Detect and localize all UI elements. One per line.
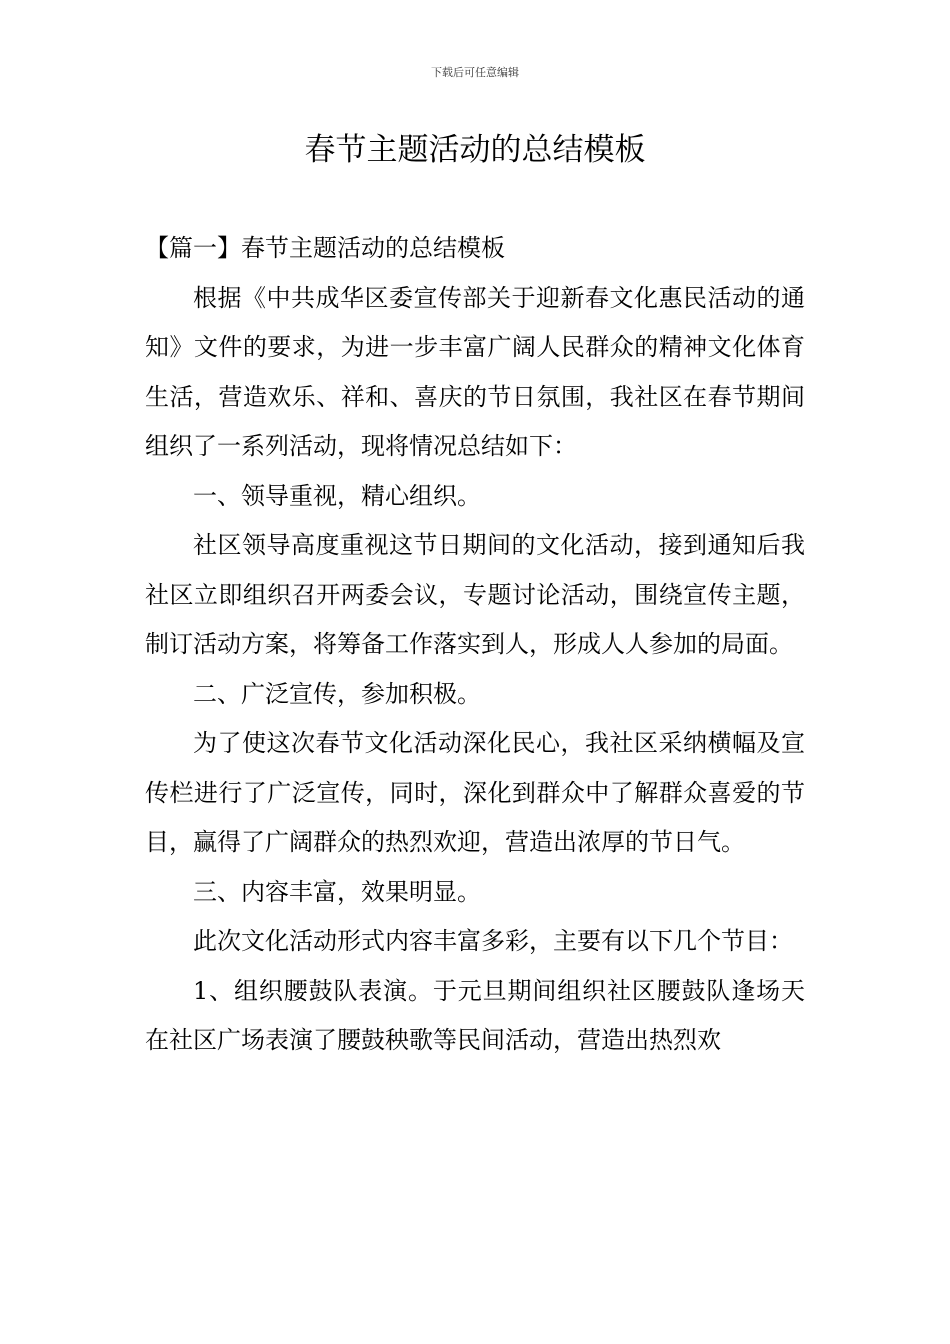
header-note: 下载后可任意编辑: [431, 66, 519, 79]
paragraph-1: 社区领导高度重视这节日期间的文化活动，接到通知后我社区立即组织召开两委会议，专题讨论活动，围绕宣传主题，制订活动方案，将筹备工作落实到人，形成人人参加的局面。: [145, 531, 805, 658]
subheading-3: 三、内容丰富，效果明显。: [193, 877, 481, 906]
document-title: 春节主题活动的总结模板: [304, 132, 646, 168]
paragraph-4: 1、组织腰鼓队表演。于元旦期间组织社区腰鼓队逢场天在社区广场表演了腰鼓秧歌等民间活动，营造出热烈欢: [145, 976, 805, 1054]
subheading-1: 一、领导重视，精心组织。: [193, 481, 481, 510]
paragraph-intro: 根据《中共成华区委宣传部关于迎新春文化惠民活动的通知》文件的要求，为进一步丰富广阔人民群众的精神文化体育生活，营造欢乐、祥和、喜庆的节日氛围，我社区在春节期间组织了一系列活动，现将情况总结如下：: [145, 283, 805, 460]
paragraph-3: 此次文化活动形式内容丰富多彩，主要有以下几个节目：: [193, 927, 793, 955]
document-body: [145, 224, 805, 1066]
section-heading: 【篇一】春节主题活动的总结模板: [145, 234, 505, 262]
subheading-2: 二、广泛宣传，参加积极。: [193, 679, 481, 708]
paragraph-2: 为了使这次春节文化活动深化民心，我社区采纳横幅及宣传栏进行了广泛宣传，同时，深化到群众中了解群众喜爱的节目，赢得了广阔群众的热烈欢迎，营造出浓厚的节日气。: [145, 729, 805, 856]
